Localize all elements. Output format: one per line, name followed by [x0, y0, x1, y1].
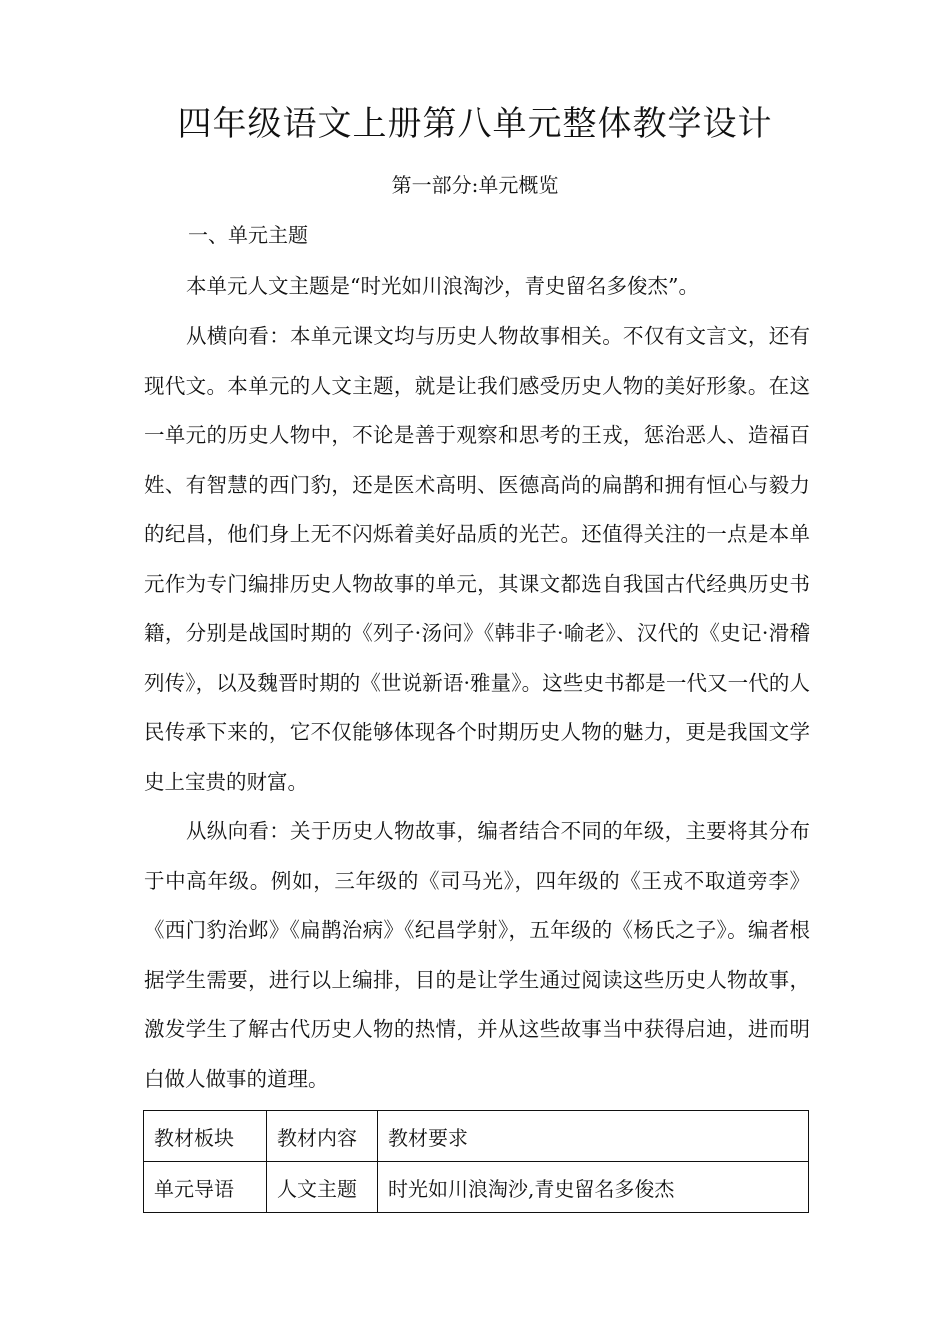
paragraph-unit-theme: 本单元人文主题是“时光如川浪淘沙，青史留名多俊杰”。 — [186, 274, 699, 298]
table-header-cell: 教材要求 — [378, 1111, 809, 1162]
table-header-cell: 教材内容 — [267, 1111, 378, 1162]
document-title: 四年级语文上册第八单元整体教学设计 — [177, 104, 773, 144]
table-header-cell: 教材板块 — [144, 1111, 267, 1162]
table-cell: 人文主题 — [267, 1162, 378, 1213]
material-table — [143, 1110, 809, 1213]
paragraph-horizontal-view: 从横向看：本单元课文均与历史人物故事相关。不仅有文言文，还有现代文。本单元的人文主题，就是让我们感受历史人物的美好形象。在这一单元的历史人物中，不论是善于观察和思考的王戎，惩治恶人、造福百姓、有智慧的西门豹，还是医术高明、医德高尚的扁鹊和拥有恒心与毅力的纪昌，他们身上无不闪烁着美好品质的光芒。还值得关注的一点是本单元作为专门编排历史人物故事的单元，其课文都选自我国古代经典历史书籍，分别是战国时期的《列子·汤问》《韩非子·喻老》、汉代的《史记·滑稽列传》，以及魏晋时期的《世说新语·雅量》。这些史书都是一代又一代的人民传承下来的，它不仅能够体现各个时期历史人物的魅力，更是我国文学史上宝贵的财富。 — [144, 324, 810, 794]
paragraph-vertical-view: 从纵向看：关于历史人物故事，编者结合不同的年级，主要将其分布于中高年级。例如，三年级的《司马光》，四年级的《王戎不取道旁李》《西门豹治邺》《扁鹊治病》《纪昌学射》，五年级的《杨氏之子》。编者根据学生需要，进行以上编排，目的是让学生通过阅读这些历史人物故事，激发学生了解古代历史人物的热情，并从这些故事当中获得启迪，进而明白做人做事的道理。 — [144, 819, 810, 1091]
table-row — [144, 1162, 809, 1213]
part-subtitle: 第一部分:单元概览 — [391, 173, 559, 197]
table-cell: 时光如川浪淘沙,青史留名多俊杰 — [378, 1162, 809, 1213]
section-heading: 一、单元主题 — [188, 223, 308, 247]
table-cell: 单元导语 — [144, 1162, 267, 1213]
table-header-row — [144, 1111, 809, 1162]
